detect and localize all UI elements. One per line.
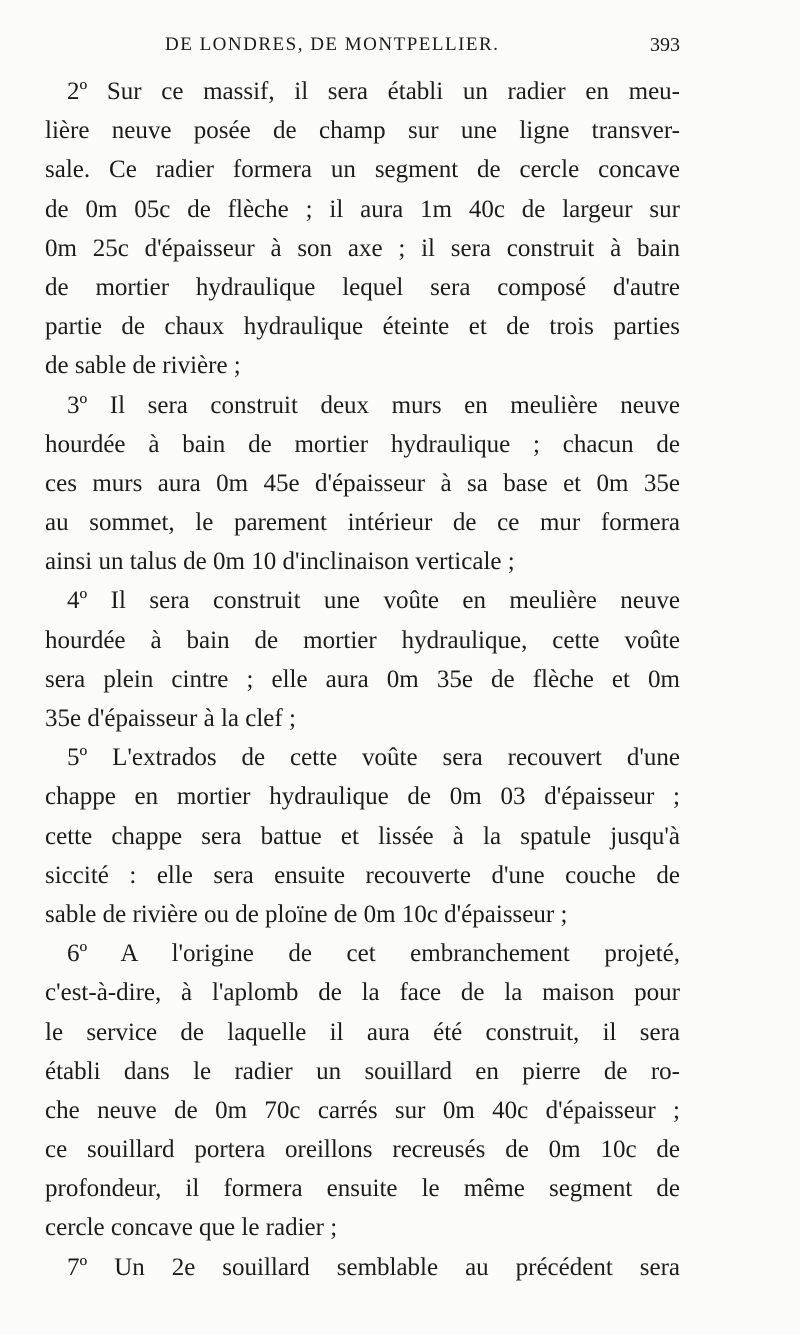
text-line: au sommet, le parement intérieur de ce mur formera [45,509,680,537]
text-line: hourdée à bain de mortier hydraulique, cette voûte [45,626,680,654]
text-line: de mortier hydraulique lequel sera composé d'autre [45,273,680,301]
text-line: sable de rivière ou de ploïne de 0m 10c d'épaisseur ; [45,900,568,928]
text-line: de sable de rivière ; [45,352,241,380]
page-number: 393 [650,34,680,56]
running-head: DE LONDRES, DE MONTPELLIER. [165,34,500,55]
text-line: 6º A l'origine de cet embranchement projeté, [67,940,680,968]
text-line: partie de chaux hydraulique éteinte et de trois parties [45,313,680,341]
text-line: ce souillard portera oreillons recreusés de 0m 10c de [45,1136,680,1164]
text-line: de 0m 05c de flèche ; il aura 1m 40c de largeur sur [45,195,680,223]
text-line: hourdée à bain de mortier hydraulique ; chacun de [45,430,680,458]
text-line: établi dans le radier un souillard en pierre de ro- [45,1057,680,1085]
text-line: ces murs aura 0m 45e d'épaisseur à sa base et 0m 35e [45,469,680,497]
text-line: 4º Il sera construit une voûte en meulière neuve [67,587,680,615]
text-line: lière neuve posée de champ sur une ligne transver- [45,117,680,145]
text-line: 0m 25c d'épaisseur à son axe ; il sera construit à bain [45,234,680,262]
text-line: siccité : elle sera ensuite recouverte d'une couche de [45,861,680,889]
text-line: le service de laquelle il aura été construit, il sera [45,1018,680,1046]
text-line: c'est-à-dire, à l'aplomb de la face de la maison pour [45,979,680,1007]
body-text [45,72,680,1287]
page-header [40,34,680,64]
text-line: sera plein cintre ; elle aura 0m 35e de flèche et 0m [45,665,680,693]
text-line: 5º L'extrados de cette voûte sera recouvert d'une [67,744,680,772]
text-line: 3º Il sera construit deux murs en meulière neuve [67,391,680,419]
text-line: cercle concave que le radier ; [45,1214,338,1242]
text-line: sale. Ce radier formera un segment de cercle concave [45,156,680,184]
text-line: 2º Sur ce massif, il sera établi un radier en meu- [67,78,680,105]
text-line: profondeur, il formera ensuite le même segment de [45,1175,680,1203]
text-line: chappe en mortier hydraulique de 0m 03 d'épaisseur ; [45,783,680,811]
text-line: 7º Un 2e souillard semblable au précédent sera [67,1253,680,1281]
text-line: cette chappe sera battue et lissée à la spatule jusqu'à [45,822,680,850]
text-line: ainsi un talus de 0m 10 d'inclinaison verticale ; [45,548,515,576]
text-line: 35e d'épaisseur à la clef ; [45,705,296,732]
text-line: che neuve de 0m 70c carrés sur 0m 40c d'épaisseur ; [45,1096,680,1124]
